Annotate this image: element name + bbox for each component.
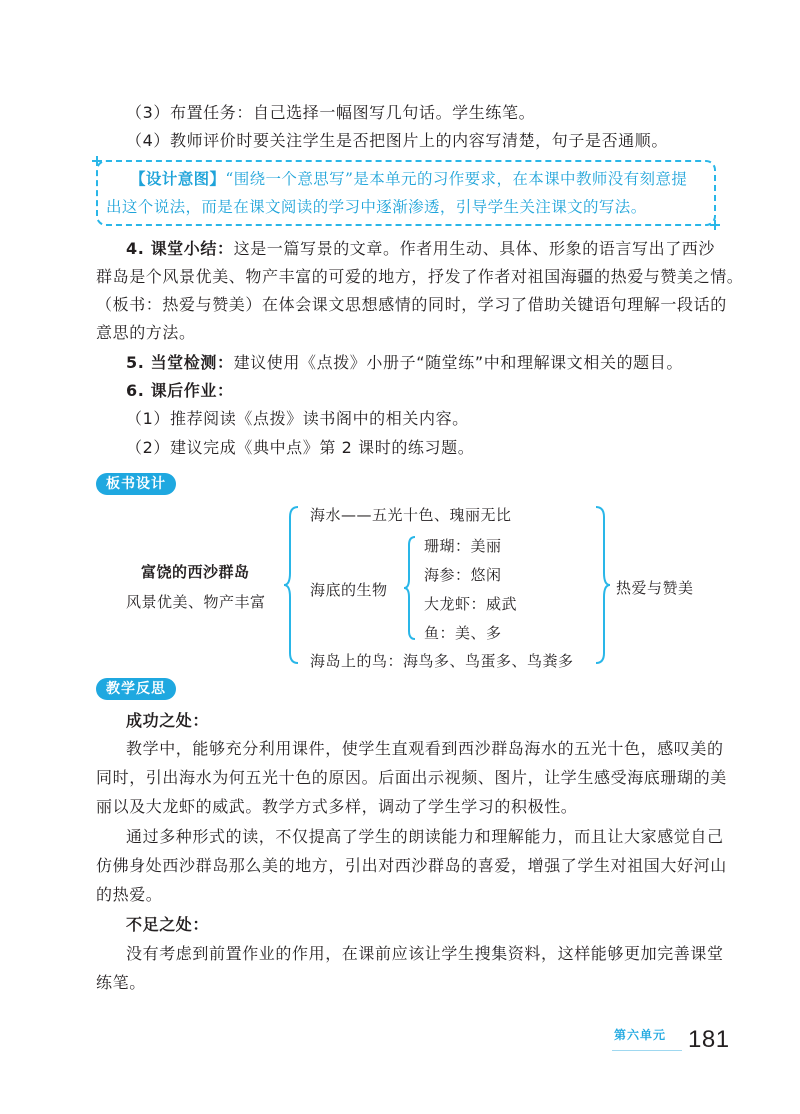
- success-p2-line-1: 通过多种形式的读，不仅提高了学生的朗读能力和理解能力，而且让大家感觉自己: [126, 827, 724, 846]
- lack-line-1: 没有考虑到前置作业的作用，在课前应该让学生搜集资料，这样能够更加完善课堂: [126, 944, 724, 963]
- summary-line-3: （板书：热爱与赞美）在体会课文思想感情的同时，学习了借助关键语句理解一段话的: [96, 295, 727, 314]
- board-birds: 海岛上的鸟：海鸟多、鸟蛋多、鸟粪多: [310, 652, 574, 670]
- test-line: 5. 当堂检测：建议使用《点拨》小册子“随堂练”中和理解课文相关的题目。: [126, 353, 683, 372]
- creature-lobster: 大龙虾：威武: [424, 595, 518, 613]
- success-p1-line-1: 教学中，能够充分利用课件，使学生直观看到西沙群岛海水的五光十色，感叹美的: [126, 739, 724, 758]
- corner-ornament-icon: [92, 156, 102, 166]
- lack-line-2: 练笔。: [96, 973, 146, 992]
- board-emotion: 热爱与赞美: [616, 579, 694, 597]
- task-item-3: （3）布置任务：自己选择一幅图写几句话。学生练笔。: [126, 103, 536, 122]
- homework-item-1: （1）推荐阅读《点拨》读书阁中的相关内容。: [126, 409, 469, 428]
- summary-heading: 4. 课堂小结：: [126, 239, 234, 258]
- lack-heading: 不足之处：: [126, 915, 210, 934]
- task-item-4: （4）教师评价时要关注学生是否把图片上的内容写清楚，句子是否通顺。: [126, 131, 668, 150]
- reflection-tag: 教学反思: [96, 678, 176, 700]
- board-design-tag: 板书设计: [96, 473, 176, 495]
- test-heading: 5. 当堂检测：: [126, 353, 234, 372]
- creature-fish: 鱼：美、多: [424, 624, 502, 642]
- success-heading: 成功之处：: [126, 711, 210, 730]
- design-intent-line-2: 出这个说法，而是在课文阅读的学习中逐渐渗透，引导学生关注课文的写法。: [106, 198, 647, 216]
- page-number: 181: [688, 1026, 730, 1053]
- homework-item-2: （2）建议完成《典中点》第 2 课时的练习题。: [126, 438, 475, 457]
- board-subtitle: 风景优美、物产丰富: [126, 593, 266, 611]
- corner-ornament-icon: [710, 220, 720, 230]
- success-p2-line-2: 仿佛身处西沙群岛那么美的地方，引出对西沙群岛的喜爱，增强了学生对祖国大好河山: [96, 856, 727, 875]
- inner-brace-icon: [402, 535, 418, 641]
- design-intent-label: 【设计意图】: [130, 169, 226, 188]
- board-seabed: 海底的生物: [310, 581, 388, 599]
- success-p1-line-2: 同时，引出海水为何五光十色的原因。后面出示视频、图片，让学生感受海底珊瑚的美: [96, 768, 727, 787]
- success-p1-line-3: 丽以及大龙虾的威武。教学方式多样，调动了学生学习的积极性。: [96, 797, 578, 816]
- board-title: 富饶的西沙群岛: [141, 563, 250, 581]
- summary-line-4: 意思的方法。: [96, 323, 196, 342]
- summary-line-2: 群岛是个风景优美、物产丰富的可爱的地方，抒发了作者对祖国海疆的热爱与赞美之情。: [96, 267, 744, 286]
- homework-heading: 6. 课后作业：: [126, 381, 234, 400]
- unit-label: 第六单元: [614, 1028, 667, 1042]
- design-intent-line-1: 【设计意图】“围绕一个意思写”是本单元的习作要求，在本课中教师没有刻意提: [130, 169, 688, 188]
- creature-coral: 珊瑚：美丽: [424, 537, 502, 555]
- summary-line-1: 4. 课堂小结：这是一篇写景的文章。作者用生动、具体、形象的语言写出了西沙: [126, 239, 715, 258]
- creature-sea-cucumber: 海参：悠闲: [424, 566, 502, 584]
- left-brace-icon: [282, 505, 302, 665]
- board-sea-water: 海水——五光十色、瑰丽无比: [310, 506, 512, 524]
- footer-divider: [612, 1050, 682, 1051]
- right-brace-icon: [592, 505, 612, 665]
- success-p2-line-3: 的热爱。: [96, 885, 163, 904]
